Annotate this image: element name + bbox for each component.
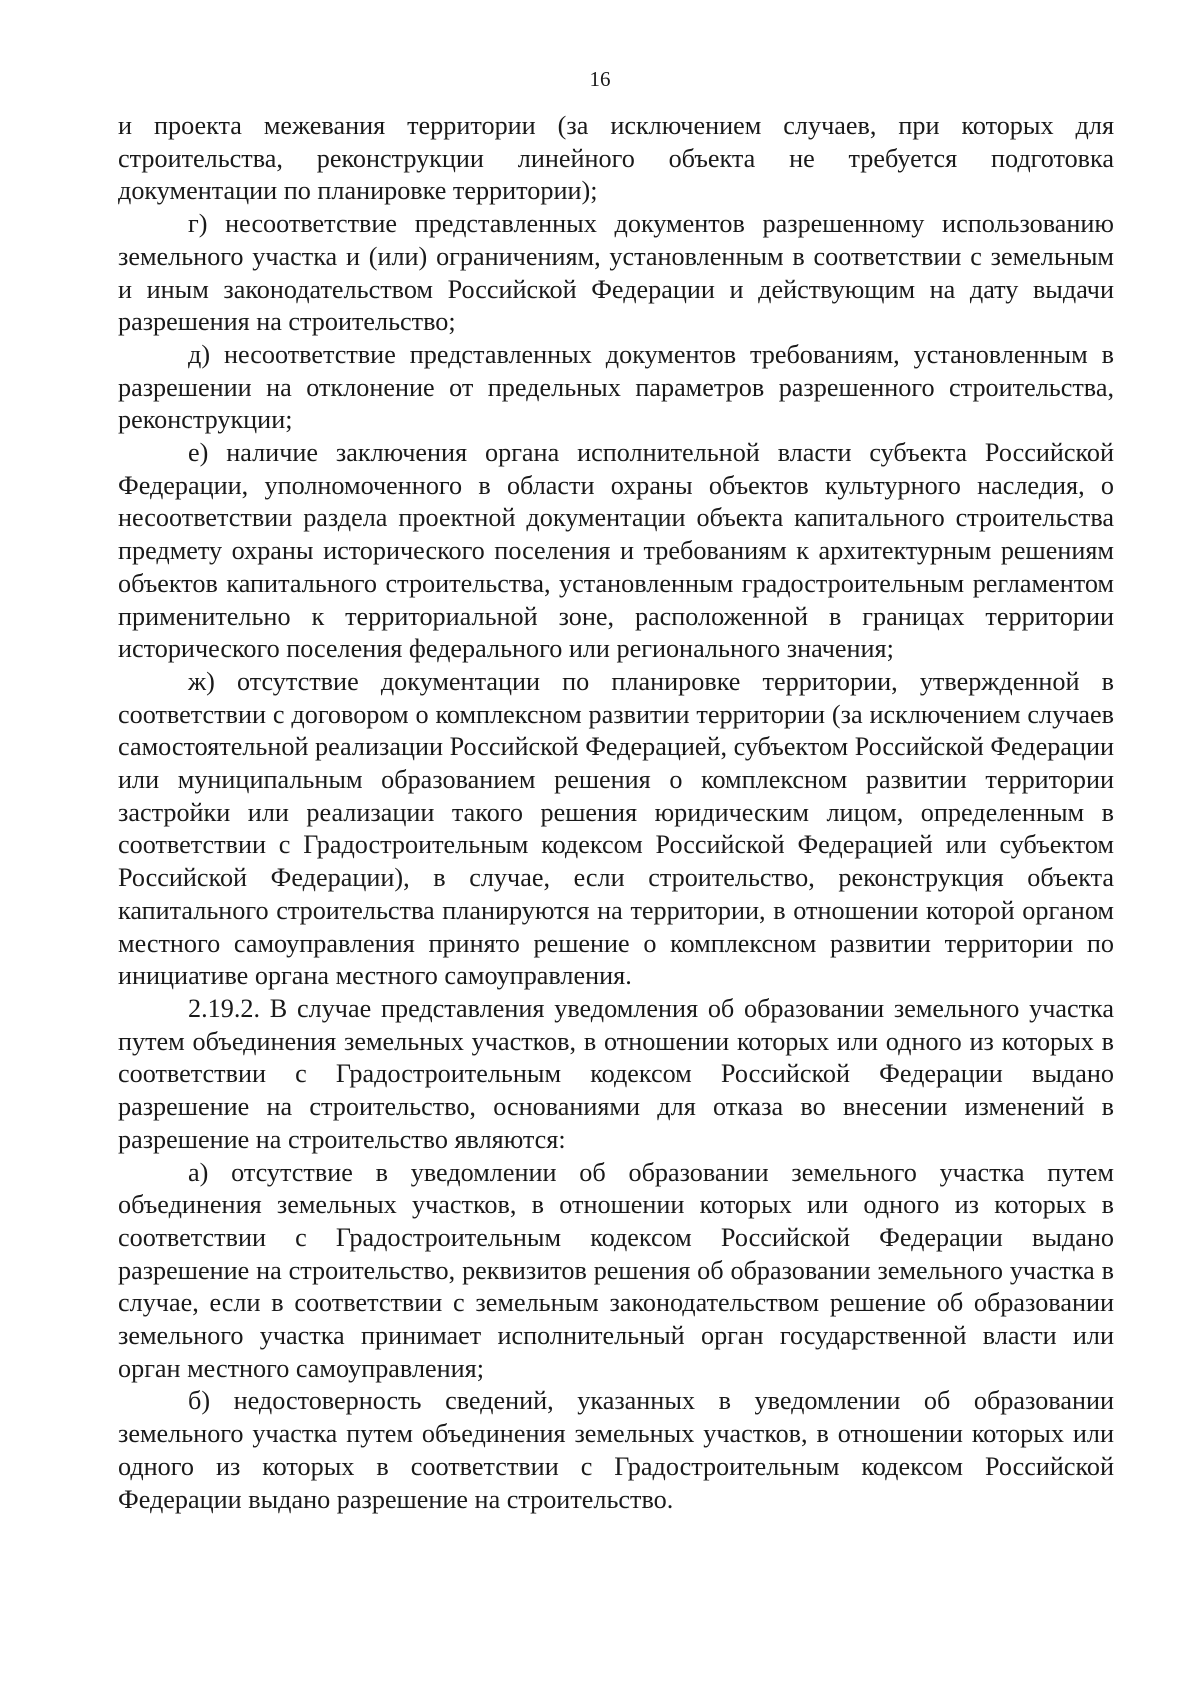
paragraph-section-2-19-2: 2.19.2. В случае представления уведомления об образовании земельного участка путем объединения земельных участков, в отношении которых или одного из которых в соответствии с Градостроительным кодексом Российской Федерации выдано разрешение на строительство, основаниями для отказа во внесении изменений в разрешение на строительство являются: [118, 993, 1114, 1154]
document-body [118, 110, 1114, 1516]
paragraph-item-d: д) несоответствие представленных документов требованиям, установленным в разрешении на отклонение от предельных параметров разрешенного строительства, реконструкции; [118, 339, 1114, 435]
paragraph-item-g: г) несоответствие представленных документов разрешенному использованию земельного участка и (или) ограничениям, установленным в соответствии с земельным и иным законодательством Российской Федерации и действующим на дату выдачи разрешения на строительство; [118, 209, 1114, 337]
paragraph-item-b: б) недостоверность сведений, указанных в уведомлении об образовании земельного участка путем объединения земельных участков, в отношении которых или одного из которых в соответствии с Градостроительным кодексом Российской Федерации выдано разрешение на строительство. [118, 1386, 1114, 1514]
paragraph-continuation: и проекта межевания территории (за исключением случаев, при которых для строительства, реконструкции линейного объекта не требуется подготовка документации по планировке территории); [118, 111, 1114, 206]
paragraph-item-a: а) отсутствие в уведомлении об образовании земельного участка путем объединения земельных участков, в отношении которых или одного из которых в соответствии с Градостроительным кодексом Российской Федерации выдано разрешение на строительство, реквизитов решения об образовании земельного участка в случае, если в соответствии с земельным законодательством решение об образовании земельного участка принимает исполнительный орган государственной власти или орган местного самоуправления; [118, 1157, 1114, 1383]
page-number: 16 [589, 67, 611, 91]
paragraph-item-zh: ж) отсутствие документации по планировке территории, утвержденной в соответствии с договором о комплексном развитии территории (за исключением случаев самостоятельной реализации Российской Федерацией, субъектом Российской Федерации или муниципальным образованием решения о комплексном развитии территории застройки или реализации такого решения юридическим лицом, определенным в соответствии с Градостроительным кодексом Российской Федерацией или субъектом Российской Федерации), в случае, если строительство, реконструкция объекта капитального строительства планируются на территории, в отношении которой органом местного самоуправления принято решение о комплексном развитии территории по инициативе органа местного самоуправления. [118, 666, 1114, 991]
paragraph-item-e: е) наличие заключения органа исполнительной власти субъекта Российской Федерации, уполномоченного в области охраны объектов культурного наследия, о несоответствии раздела проектной документации объекта капитального строительства предмету охраны исторического поселения и требованиям к архитектурным решениям объектов капитального строительства, установленным градостроительным регламентом применительно к территориальной зоне, расположенной в границах территории исторического поселения федерального или регионального значения; [118, 438, 1114, 664]
